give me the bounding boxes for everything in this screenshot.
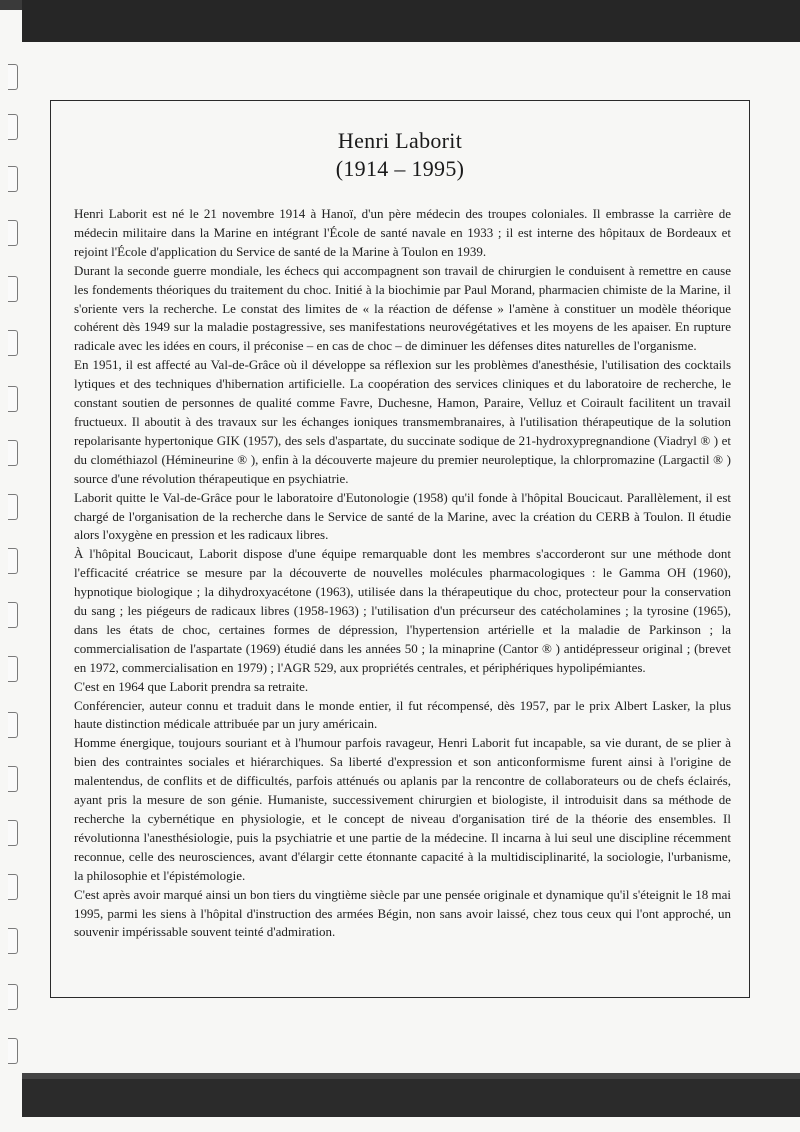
binder-hole (8, 712, 18, 738)
paragraph-retirement: C'est en 1964 que Laborit prendra sa retraite. (74, 678, 309, 694)
paragraph-val-de-grace: En 1951, il est affecté au Val-de-Grâce où il développe sa réflexion sur les problèmes d'anesthésie, l'utilisation des cocktails lytiques et des techniques d'hibernation artificielle. La coopération des services cliniques et du laboratoire de recherche, le constant soutien de personnes de qualité comme Favre, Duchesne, Hamon, Paraire, Velluz et Coirault facilitent un travail fructueux. Il aboutit à des travaux sur les échanges ioniques transmembranaires, à l'utilisation thérapeutique de la solution repolarisante hypertonique GIK (1957), des sels d'aspartate, du succinate sodique de 21-hydroxypregnandione (Viadryl ® ) et du clométhiazol (Hémineurine ® ), enfin à la découverte majeure du premier neuroleptique, la chlorpromazine (Largactil ® ) source d'une révolution thérapeutique en psychiatrie. (74, 357, 731, 486)
binder-hole (8, 820, 18, 846)
scan-top-bar (22, 0, 800, 42)
binder-hole (8, 548, 18, 574)
binder-hole (8, 766, 18, 792)
paragraph-death: C'est après avoir marqué ainsi un bon tiers du vingtième siècle par une pensée originale et dynamique qu'il s'éteignit le 18 mai 1995, parmi les siens à l'hôpital d'instruction des armées Bégin, non sans avoir laissé, chez tous ceux qui l'ont approché, un souvenir impérissable souvent teinté d'admiration. (74, 886, 731, 940)
biography-text (74, 205, 731, 942)
paragraph-boucicaut: À l'hôpital Boucicaut, Laborit dispose d'une équipe remarquable dont les membres s'accorderont sur une méthode dont l'efficacité créatrice se mesure par la découverte de nouvelles molécules pharmacologiques : le Gamma OH (1960), hypnotique biologique ; la dihydroxyacétone (1963), utilisée dans la thérapeutique du choc, protecteur pour la conservation du sang ; les piégeurs de radicaux libres (1958-1963) ; l'utilisation d'un précurseur des catécholamines ; la tyrosine (1965), dans les états de choc, certaines formes de dépression, l'hypertension artérielle et la maladie de Parkinson ; la commercialisation de l'aspartate (1969) étudié dans les années 50 ; la minaprine (Cantor ® ) antidépresseur original ; (brevet en 1972, commercialisation en 1979) ; l'AGR 529, aux propriétés centrales, et périphériques hypolipémiantes. (74, 546, 731, 675)
binder-hole (8, 494, 18, 520)
paragraph-lasker: Conférencier, auteur connu et traduit dans le monde entier, il fut récompensé, dès 1957, par le prix Albert Lasker, la plus haute distinction médicale attribuée par un jury américain. (74, 697, 731, 732)
binder-hole (8, 114, 18, 140)
binder-hole (8, 928, 18, 954)
binder-hole (8, 440, 18, 466)
binder-hole (8, 656, 18, 682)
paragraph-war: Durant la seconde guerre mondiale, les échecs qui accompagnent son travail de chirurgien le conduisent à remettre en cause les fondements théoriques du traitement du choc. Initié à la biochimie par Paul Morand, pharmacien chimiste de la Marine, il s'oriente vers la recherche. Le constat des limites de « la réaction de défense » l'amène à constituer un modèle théorique cohérent dès 1949 sur la maladie postagressive, ses manifestations neurovégétatives et les moyens de les apaiser. En rupture radicale avec les idées en cours, il préconise – en cas de choc – de diminuer les défenses dites naturelles de l'organisme. (74, 262, 731, 354)
binder-hole (8, 64, 18, 90)
binder-hole (8, 1038, 18, 1064)
binder-hole (8, 386, 18, 412)
binder-hole (8, 984, 18, 1010)
paragraph-eutonologie: Laborit quitte le Val-de-Grâce pour le laboratoire d'Eutonologie (1958) qu'il fonde à l'hôpital Boucicaut. Parallèlement, il est chargé de l'organisation de la recherche dans le Service de santé de la Marine, avec la création du CERB à Toulon. Il étudie alors l'oxygène en pression et les radicaux libres. (74, 489, 731, 543)
scan-bottom-bar (22, 1073, 800, 1117)
life-dates: (1914 – 1995) (335, 156, 465, 181)
paragraph-birth: Henri Laborit est né le 21 novembre 1914 à Hanoï, d'un père médecin des troupes coloniales. Il embrasse la carrière de médecin militaire dans la Marine en intégrant l'École de santé navale en 1933 ; il est interne des hôpitaux de Bordeaux et rejoint l'École d'application du Service de santé de la Marine à Toulon en 1939. (74, 206, 731, 259)
binder-hole (8, 276, 18, 302)
binder-hole (8, 330, 18, 356)
binder-hole (8, 166, 18, 192)
page-title: Henri Laborit (337, 128, 463, 153)
binder-hole (8, 874, 18, 900)
binder-hole (8, 602, 18, 628)
scan-edge-mark (0, 0, 22, 10)
paragraph-character: Homme énergique, toujours souriant et à l'humour parfois ravageur, Henri Laborit fut incapable, sa vie durant, de se plier à bien des contraintes sociales et hiérarchiques. Sa liberté d'expression et son anticonformisme furent ainsi à l'origine de malentendus, de conflits et de difficultés, parfois atténués ou aplanis par la rencontre de collaborateurs ou de chefs éclairés, ayant pris la mesure de son génie. Humaniste, successivement chirurgien et biologiste, il introduisit dans sa méthode de recherche la cybernétique en physiologie, et le concept de niveau d'organisation tiré de la théorie des ensembles. Il révolutionna l'anesthésiologie, puis la psychiatrie et une partie de la médecine. Il incarna à lui seul une discipline récemment reconnue, celle des neurosciences, avant d'élargir cette étonnante capacité à la multidisciplinarité, la sociologie, l'urbanisme, la philosophie et l'épistémologie. (74, 735, 731, 883)
binder-hole (8, 220, 18, 246)
